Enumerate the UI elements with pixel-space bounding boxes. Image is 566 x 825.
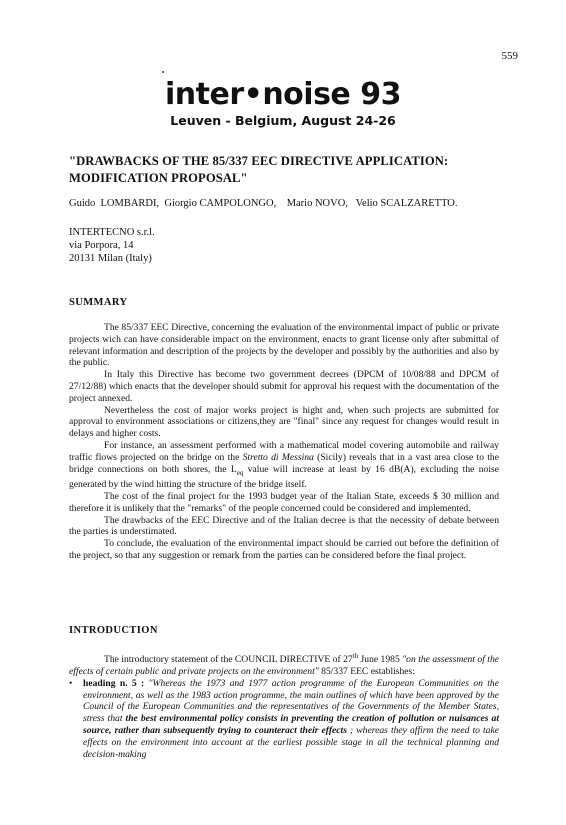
page-dot (162, 71, 164, 73)
quoted-text: "Whereas the 1973 and 1977 action programme of the European Communities on the environment, as well as the 1983 action programme, the main outlines of which have been approved by the Council of the European Communities and the representatives of the Governments of the Member States, stress that (83, 677, 499, 725)
intro-text: The introductory statement of the COUNCIL DIRECTIVE of 27 (104, 654, 353, 666)
bullet-heading: heading n. 5 : (83, 677, 145, 689)
introduction-paragraph (69, 651, 499, 678)
summary-paragraph: The 85/337 EEC Directive, concerning the evaluation of the environmental impact of public or private projects wich can have considerable impact on the environment, enacts to grant license only after submittal of relevant information and description of the projects by the developer and possibly by the authorities and also by the public. (69, 322, 499, 369)
leq-subscript: eq (236, 468, 244, 477)
date-superscript: th (352, 652, 359, 660)
paper-title: "DRAWBACKS OF THE 85/337 EEC DIRECTIVE APPLICATION: MODIFICATION PROPOSAL" (69, 154, 449, 185)
quoted-text: ; whereas they affirm the need to take effects on the environment into account at the earliest possible stage in all the technical planning and decision-making (83, 724, 499, 760)
bullet-icon: • (69, 677, 73, 689)
summary-paragraph: To conclude, the evaluation of the environmental impact should be carried out before the definition of the project, so that any suggestion or remark from the parties can be considered before the final project. (69, 538, 499, 562)
affiliation-line-street: via Porpora, 14 (69, 240, 134, 251)
intro-text: June 1985 (358, 654, 403, 666)
summary-heading: SUMMARY (69, 297, 128, 308)
authors: Guido LOMBARDI, Giorgio CAMPOLONGO, Mario NOVO, Velio SCALZARETTO. (69, 198, 458, 209)
summary-text: (Sicily) reveals that in a vast area close to the bridge connections on both shores, the L (69, 451, 499, 475)
list-item (69, 678, 499, 761)
emphasized-text: the best environmental policy consists in preventing the creation of pollution or nuisances at source, rather than subsequently trying to counteract their effects (83, 713, 499, 736)
conference-location: Leuven - Belgium, August 24-26 (170, 113, 396, 128)
summary-body (69, 322, 499, 562)
introduction-body (69, 651, 499, 760)
summary-paragraph: In Italy this Directive has become two government decrees (DPCM of 10/08/88 and DPCM of 27/12/88) which enacts that the developer should submit for approval his request with the documentation of the project annexed. (69, 369, 499, 404)
affiliation-line-city: 20131 Milan (Italy) (69, 253, 152, 264)
summary-paragraph: The drawbacks of the EEC Directive and of the Italian decree is that the necessity of debate between the parties is understimated. (69, 514, 499, 538)
introduction-heading: INTRODUCTION (69, 625, 158, 636)
affiliation-line-company: INTERTECNO s.r.l. (69, 227, 155, 238)
summary-paragraph (69, 440, 499, 491)
summary-paragraph: Nevertheless the cost of major works project is hight and, when such projects are submitted for approval to environment associations or citizens,they are "final" since any request for changes would result in delays and higher costs. (69, 404, 499, 440)
page-number: 559 (501, 50, 518, 62)
conference-logo: inter•noise 93 (165, 77, 401, 112)
intro-text: 85/337 EEC establishes: (318, 665, 415, 677)
summary-text: value will increase at least by 16 dB(A), excluding the noise generated by the wind hitting the structure of the bridge itself. (69, 463, 499, 491)
summary-paragraph: The cost of the final project for the 1993 budget year of the Italian State, exceeds $ 30 million and therefore it is unlikely that the "remarks" of the people concerned could be considered and implemented. (69, 491, 499, 514)
summary-text: For instance, an assessment performed with a mathematical model covering automobile and railway traffic flows projected on the bridge on the (69, 439, 499, 463)
place-name: Stretto di Messina (242, 451, 314, 463)
affiliation (69, 226, 155, 265)
directive-title: "on the assessment of the effects of certain public and private projects on the environment" (69, 654, 499, 677)
